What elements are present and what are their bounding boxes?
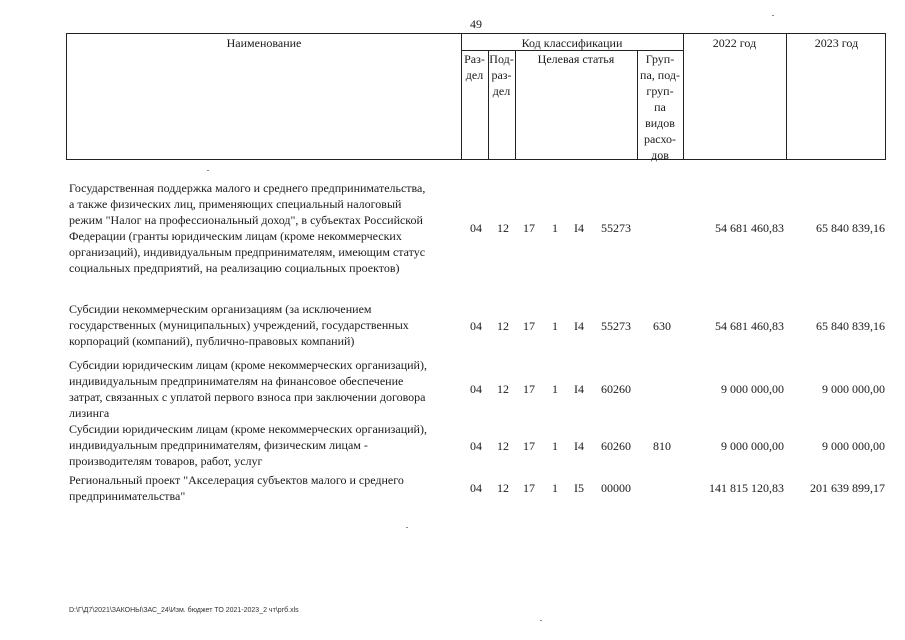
- cell-2023: 65 840 839,16: [816, 319, 885, 333]
- header-group: Груп- па, под- груп- па видов расхо- дов: [640, 52, 680, 162]
- row-name: Субсидии юридическим лицам (кроме некоммерческих организаций), индивидуальным предпринимателям на финансовое обеспечение затрат, связанных с уплатой первого взноса при заключении договора лизинга: [69, 358, 427, 420]
- cell-2022: 54 681 460,83: [715, 221, 784, 235]
- cell-2022: 54 681 460,83: [715, 319, 784, 333]
- header-target: Целевая статья: [537, 52, 615, 66]
- cell-2023: 9 000 000,00: [822, 382, 885, 396]
- cell-target-3: I4: [574, 221, 584, 235]
- cell-razdel: 04: [470, 221, 482, 235]
- page-number: 49: [470, 17, 482, 31]
- cell-group: 630: [653, 319, 671, 333]
- cell-target-4: 55273: [601, 221, 631, 235]
- cell-target-3: I4: [574, 319, 584, 333]
- cell-target-2: 1: [552, 439, 558, 453]
- cell-podrazdel: 12: [497, 439, 509, 453]
- cell-target-4: 60260: [601, 382, 631, 396]
- row-name: Субсидии юридическим лицам (кроме некоммерческих организаций), индивидуальным предпринимателям, физическим лицам - производителям товаров, работ, услуг: [69, 422, 427, 468]
- cell-target-1: 17: [523, 221, 535, 235]
- cell-2022: 141 815 120,83: [709, 481, 784, 495]
- table-row: [69, 180, 889, 280]
- cell-razdel: 04: [470, 319, 482, 333]
- cell-target-2: 1: [552, 319, 558, 333]
- cell-2023: 201 639 899,17: [810, 481, 885, 495]
- cell-target-3: I4: [574, 439, 584, 453]
- cell-target-2: 1: [552, 382, 558, 396]
- cell-target-2: 1: [552, 481, 558, 495]
- cell-target-4: 00000: [601, 481, 631, 495]
- cell-2022: 9 000 000,00: [721, 382, 784, 396]
- cell-2022: 9 000 000,00: [721, 439, 784, 453]
- divider: [683, 34, 684, 159]
- cell-target-4: 60260: [601, 439, 631, 453]
- scan-speck: [772, 15, 774, 16]
- row-name: Государственная поддержка малого и среднего предпринимательства, а также физических лиц, применяющих специальный налоговый режим "Налог на профессиональный доход", в субъектах Российской Федерации (гранты юридическим лицам (кроме некоммерческих организаций), индивидуальным предпринимателям, имеющим статус социальных предприятий, на реализацию социальных проектов): [69, 181, 426, 275]
- header-name: Наименование: [226, 36, 302, 50]
- cell-target-2: 1: [552, 221, 558, 235]
- scan-speck: [207, 170, 209, 171]
- table-row: [69, 357, 889, 421]
- cell-podrazdel: 12: [497, 319, 509, 333]
- scan-speck: [406, 527, 408, 528]
- cell-target-3: I5: [574, 481, 584, 495]
- cell-razdel: 04: [470, 439, 482, 453]
- cell-podrazdel: 12: [497, 382, 509, 396]
- table-header: [66, 33, 886, 160]
- cell-group: 810: [653, 439, 671, 453]
- cell-2023: 9 000 000,00: [822, 439, 885, 453]
- row-name: Субсидии некоммерческим организациям (за исключением государственных (муниципальных) учреждений, государственных корпораций (компаний), публично-правовых компаний): [69, 302, 409, 348]
- divider: [786, 34, 787, 159]
- cell-razdel: 04: [470, 481, 482, 495]
- header-year-2023: 2023 год: [814, 36, 859, 50]
- cell-2023: 65 840 839,16: [816, 221, 885, 235]
- header-podrazdel: Под- раз- дел: [489, 52, 514, 98]
- table-row: [69, 301, 889, 351]
- table-row: [69, 472, 889, 506]
- cell-target-1: 17: [523, 481, 535, 495]
- header-code-group: Код классификации: [521, 36, 623, 50]
- file-path-footer: D:\Г\Д7\2021\ЗАКОНЫ\ЗАС_24\Изм. бюджет ТО 2021-2023_2 чт\ргб.xls: [69, 607, 299, 614]
- cell-podrazdel: 12: [497, 481, 509, 495]
- header-year-2022: 2022 год: [712, 36, 757, 50]
- scan-speck: [540, 620, 542, 621]
- cell-razdel: 04: [470, 382, 482, 396]
- table-row: [69, 421, 889, 471]
- cell-target-1: 17: [523, 319, 535, 333]
- cell-target-1: 17: [523, 439, 535, 453]
- row-name: Региональный проект "Акселерация субъектов малого и среднего предпринимательства": [69, 473, 404, 503]
- cell-podrazdel: 12: [497, 221, 509, 235]
- cell-target-3: I4: [574, 382, 584, 396]
- header-razdel: Раз- дел: [464, 52, 485, 82]
- cell-target-1: 17: [523, 382, 535, 396]
- cell-target-4: 55273: [601, 319, 631, 333]
